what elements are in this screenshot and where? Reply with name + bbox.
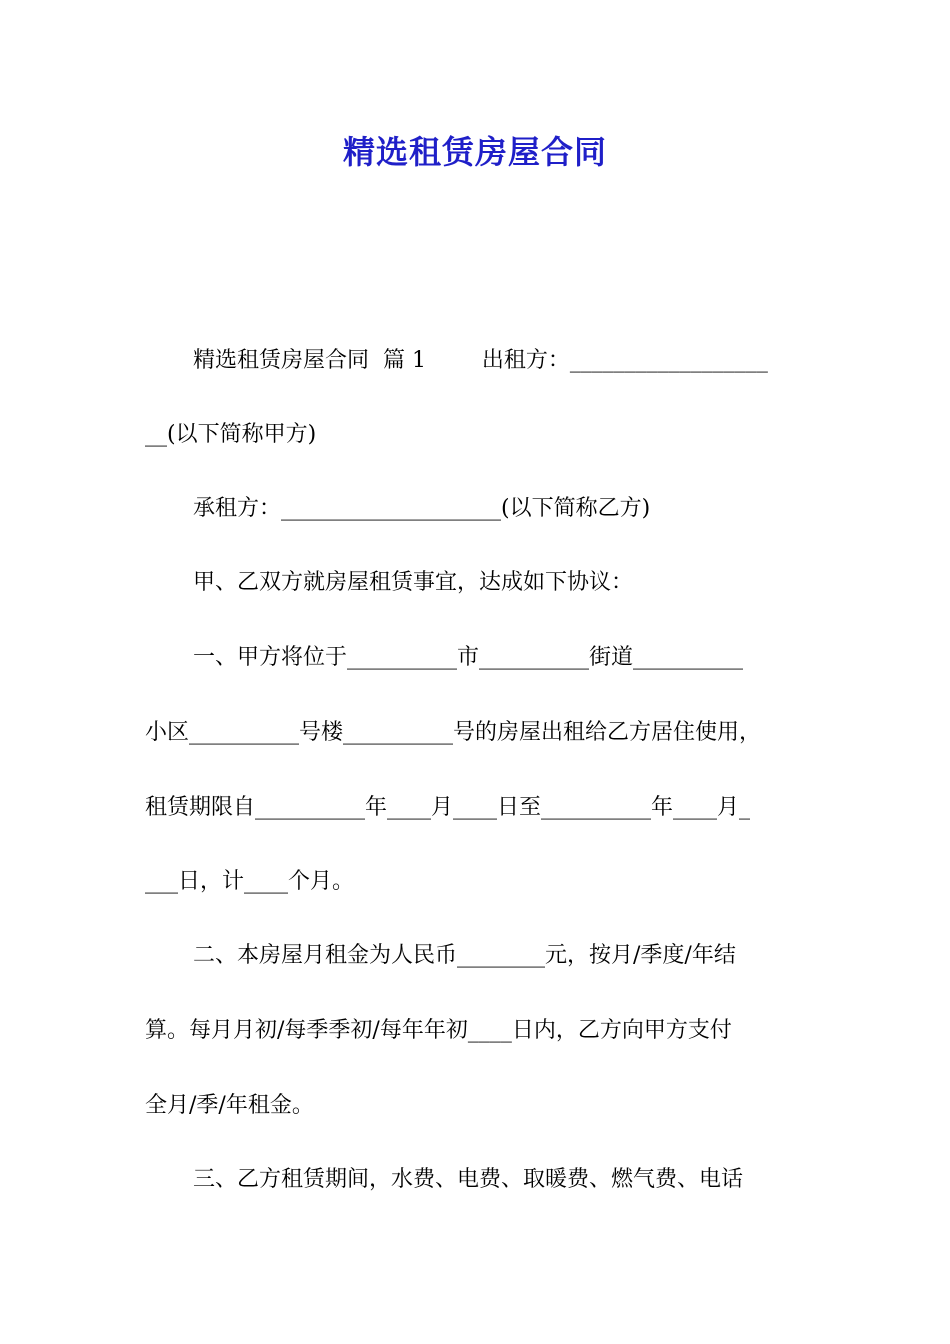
paragraph-line: 三、乙方租赁期间，水费、电费、取暖费、燃气费、电话	[193, 1167, 744, 1192]
paragraph-line: __(以下简称甲方)	[145, 422, 317, 447]
paragraph-line: 一、甲方将位于__________市__________街道__________	[193, 645, 744, 670]
paragraph-line: 甲、乙双方就房屋租赁事宜，达成如下协议：	[193, 570, 634, 595]
paragraph-line: 二、本房屋月租金为人民币________元，按月/季度/年结	[193, 943, 736, 968]
document-title: 精选租赁房屋合同	[342, 133, 607, 171]
paragraph-line: 小区__________号楼__________号的房屋出租给乙方居住使用，	[145, 720, 762, 745]
paragraph-line: 算。每月月初/每季季初/每年年初____日内，乙方向甲方支付	[145, 1018, 732, 1043]
paragraph-line: ___日，计____个月。	[145, 869, 355, 894]
paragraph-line: 租赁期限自__________年____月____日至__________年____月_	[145, 795, 751, 820]
paragraph-line: 全月/季/年租金。	[145, 1093, 314, 1118]
paragraph-line: 承租方：____________________(以下简称乙方)	[193, 496, 651, 521]
paragraph-line: 精选租赁房屋合同 篇 1 出租方：__________________	[193, 348, 768, 373]
